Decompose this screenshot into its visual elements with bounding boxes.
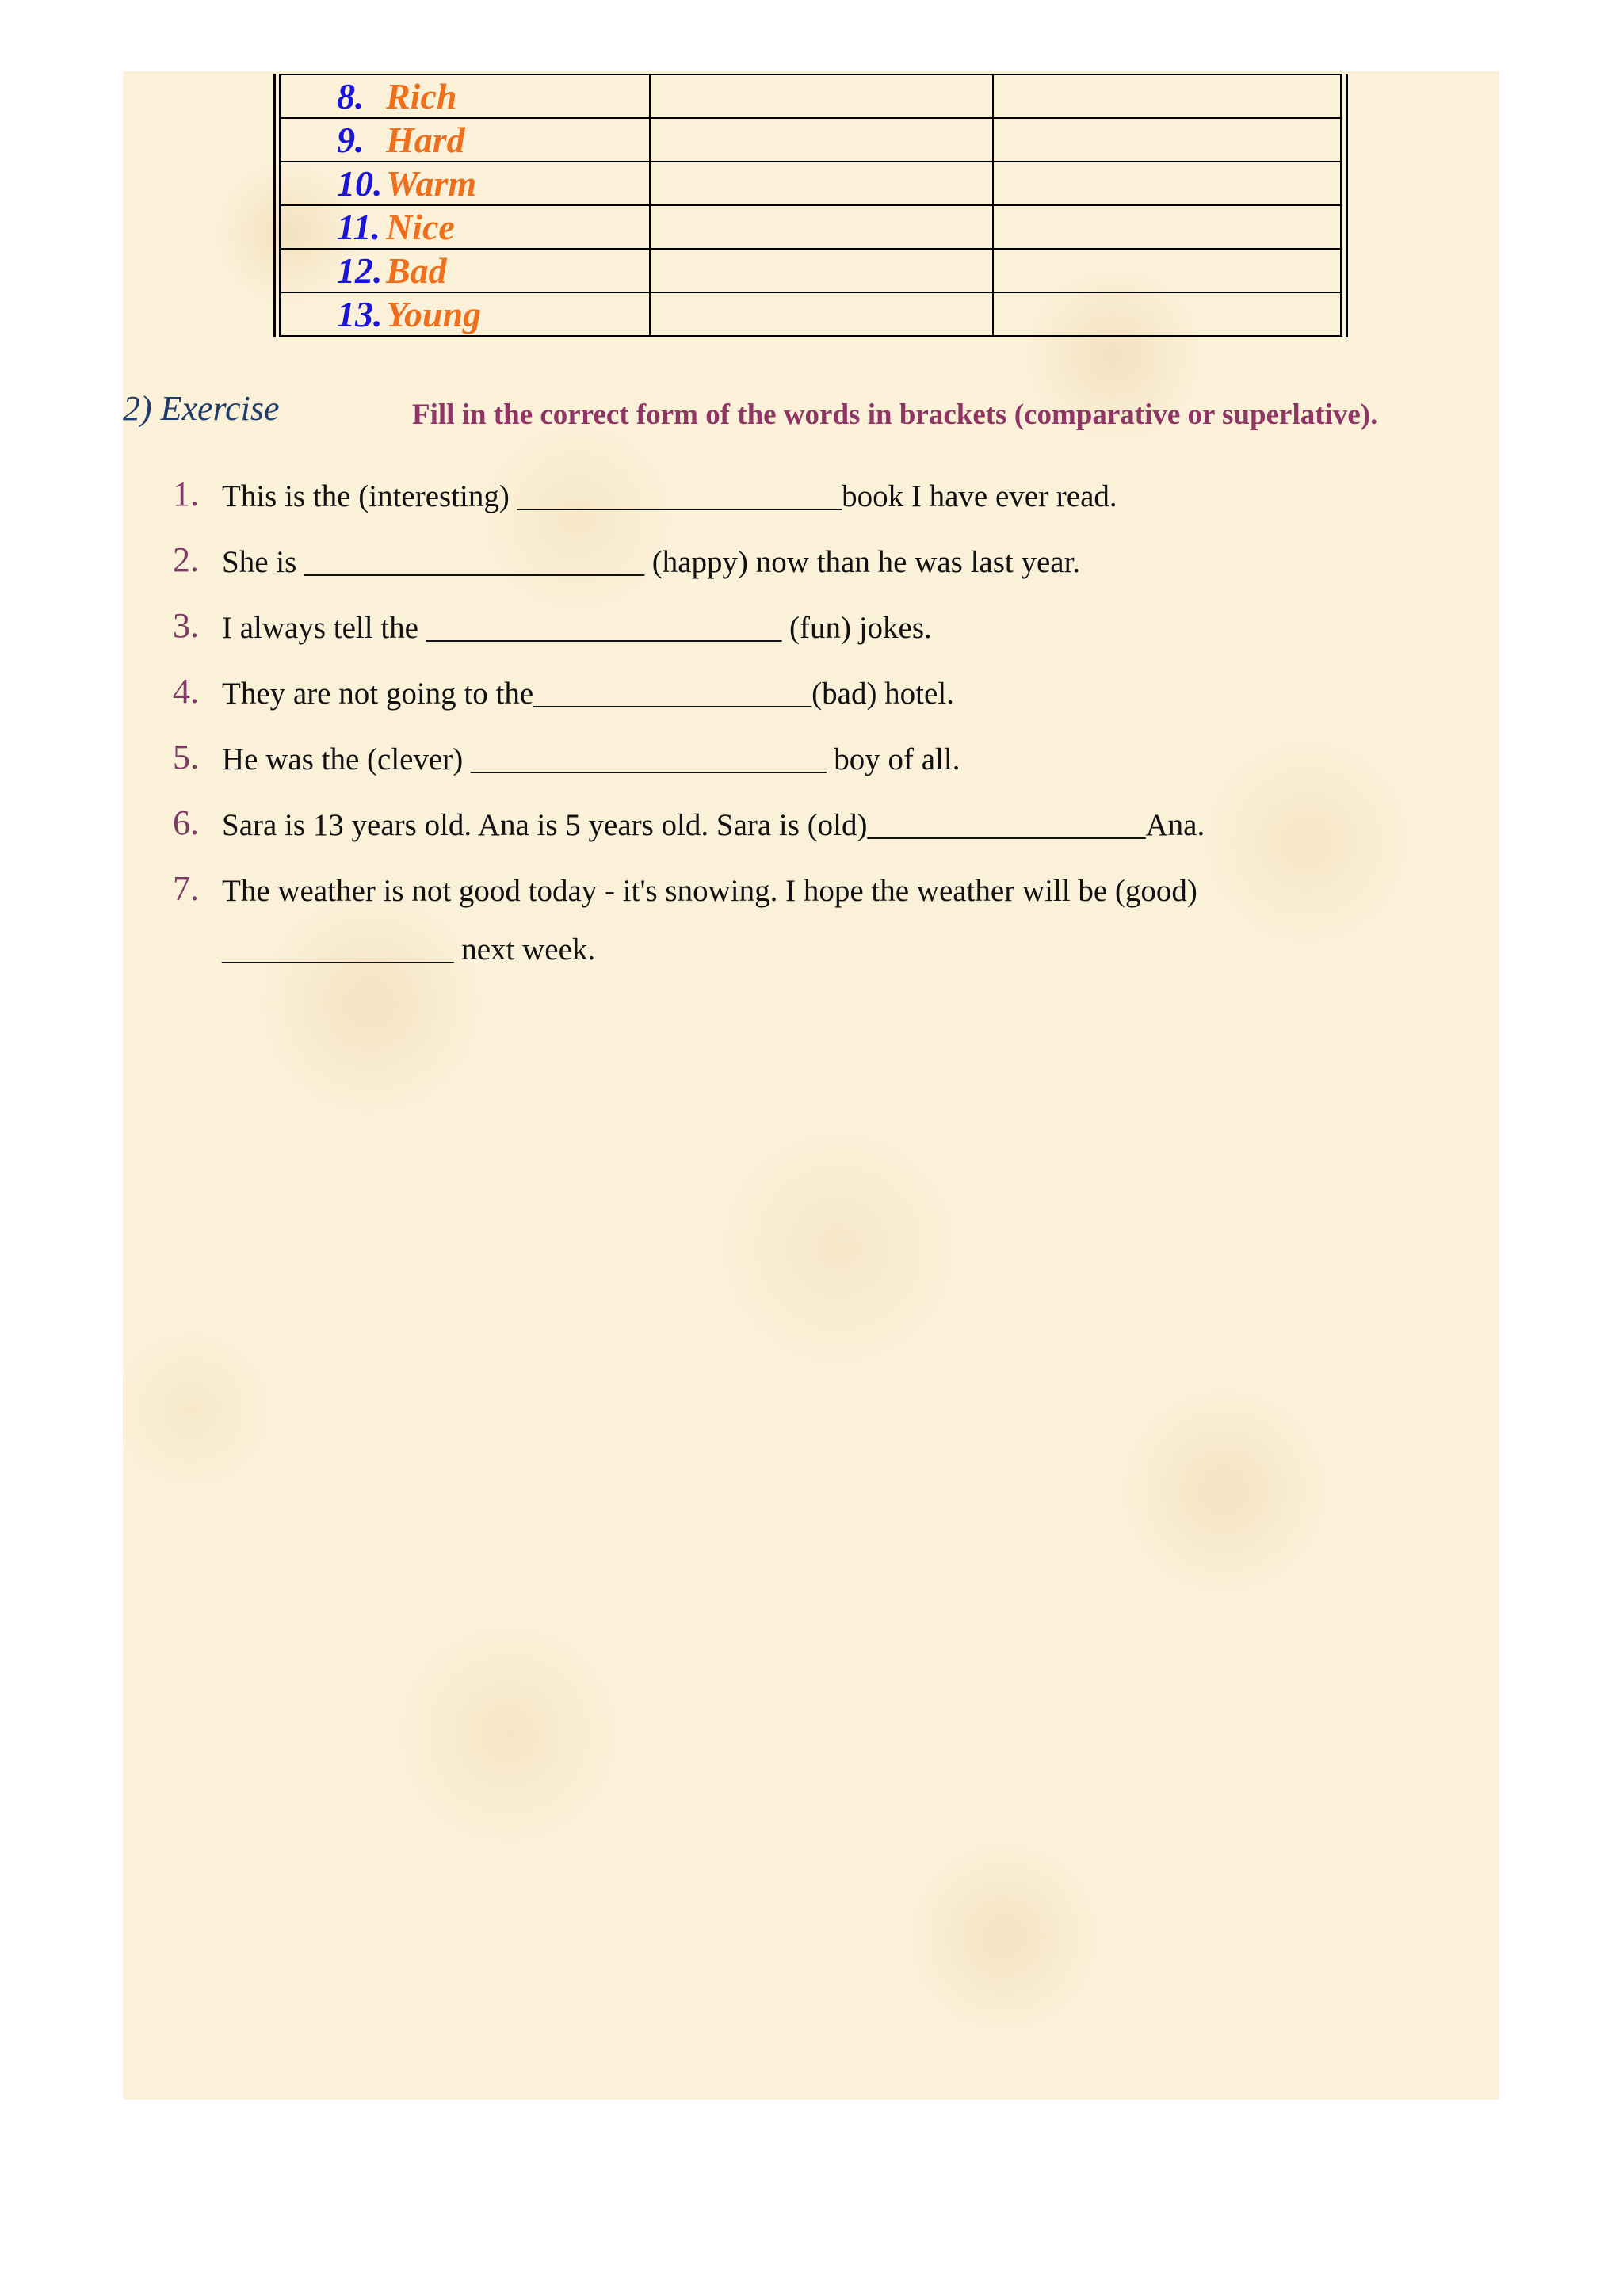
- item-number: 11.: [337, 207, 380, 247]
- adjective-table: [273, 74, 1348, 337]
- word-cell: [277, 249, 650, 292]
- comparative-cell[interactable]: [650, 162, 993, 205]
- adjective: Nice: [386, 207, 455, 247]
- list-item: [0, 671, 1623, 719]
- item-number: 10.: [337, 163, 383, 204]
- item-number: 8.: [337, 76, 365, 116]
- list-number: 1.: [173, 475, 199, 513]
- word-cell: [277, 162, 650, 205]
- comparative-cell[interactable]: [650, 292, 993, 336]
- list-item: [0, 737, 1623, 784]
- comparative-cell[interactable]: [650, 249, 993, 292]
- word-cell: [277, 292, 650, 336]
- adjective: Bad: [386, 250, 447, 291]
- list-item: [0, 868, 1623, 916]
- item-number: 13.: [337, 294, 383, 334]
- table-row: [277, 249, 1344, 292]
- sentence-text: They are not going to the__________________(bad) hotel.: [222, 677, 954, 711]
- superlative-cell[interactable]: [993, 205, 1344, 249]
- list-number: 2.: [173, 540, 199, 579]
- word-cell: [277, 74, 650, 118]
- superlative-cell[interactable]: [993, 118, 1344, 162]
- sentence-text: I always tell the _______________________ (fun) jokes.: [222, 611, 932, 645]
- adjective: Warm: [386, 163, 477, 204]
- superlative-cell[interactable]: [993, 162, 1344, 205]
- item-number: 9.: [337, 120, 365, 160]
- list-item: [0, 474, 1623, 521]
- table-row: [277, 292, 1344, 336]
- list-number: 5.: [173, 738, 199, 776]
- superlative-cell[interactable]: [993, 249, 1344, 292]
- comparative-cell[interactable]: [650, 118, 993, 162]
- adjective: Rich: [386, 76, 457, 116]
- table-row: [277, 118, 1344, 162]
- list-item: [0, 605, 1623, 653]
- sentence-text: He was the (clever) _______________________ boy of all.: [222, 742, 960, 776]
- list-item: [0, 540, 1623, 587]
- list-item: [0, 803, 1623, 850]
- adjective: Hard: [386, 120, 465, 160]
- comparative-cell[interactable]: [650, 74, 993, 118]
- superlative-cell[interactable]: [993, 292, 1344, 336]
- adjective: Young: [386, 294, 482, 334]
- sentence-text: This is the (interesting) _____________________book I have ever read.: [222, 479, 1117, 513]
- sentence-text: The weather is not good today - it's snowing. I hope the weather will be (good): [222, 874, 1197, 908]
- exercise-instruction: Fill in the correct form of the words in brackets (comparative or superlative).: [412, 399, 1378, 431]
- list-number: 6.: [173, 803, 199, 842]
- parchment-background: [123, 71, 1499, 2100]
- list-number: 7.: [173, 869, 199, 908]
- sentence-text: Sara is 13 years old. Ana is 5 years old. Sara is (old)__________________Ana.: [222, 808, 1205, 842]
- item-number: 12.: [337, 250, 383, 291]
- table-row: [277, 162, 1344, 205]
- superlative-cell[interactable]: [993, 74, 1344, 118]
- comparative-cell[interactable]: [650, 205, 993, 249]
- list-number: 3.: [173, 606, 199, 645]
- word-cell: [277, 205, 650, 249]
- sentence-continuation: _______________ next week.: [222, 933, 596, 967]
- word-cell: [277, 118, 650, 162]
- list-number: 4.: [173, 672, 199, 711]
- sentence-text: She is ______________________ (happy) now than he was last year.: [222, 545, 1081, 579]
- exercise-title: 2) Exercise: [123, 389, 280, 428]
- table-row: [277, 74, 1344, 118]
- table-row: [277, 205, 1344, 249]
